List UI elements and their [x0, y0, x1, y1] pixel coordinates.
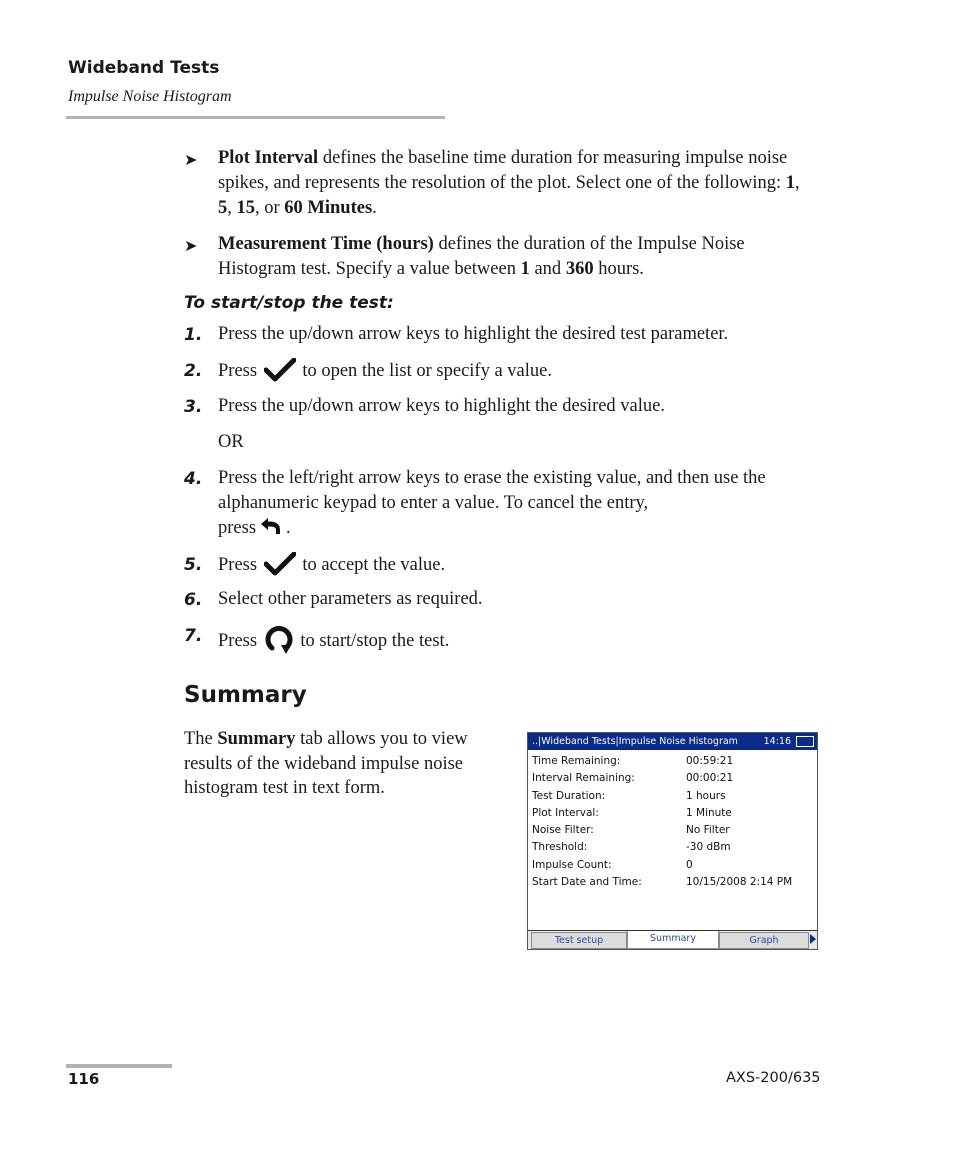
period: . — [372, 198, 377, 218]
step-4-cont — [218, 516, 818, 544]
step-text: Press the up/down arrow keys to highlight the desired test parameter. — [218, 324, 729, 344]
step-text: to start/stop the test. — [295, 631, 450, 651]
procedure-heading: To start/stop the test: — [184, 293, 394, 313]
table-row — [532, 859, 812, 876]
row-value: 1 Minute — [686, 806, 732, 819]
step-text: Select other parameters as required. — [218, 589, 483, 609]
range-max: 360 — [565, 259, 594, 279]
row-label: Threshold: — [532, 841, 588, 854]
separator: , — [227, 198, 237, 218]
step-text: Press — [218, 631, 258, 651]
page-number: 116 — [68, 1070, 100, 1088]
device-tab-bar — [528, 930, 817, 949]
step-number: 2. — [184, 361, 203, 381]
option-value: 1 — [785, 173, 795, 193]
bullet-text: defines the duration of the Impulse Noise Histogram test. Specify a value between — [218, 234, 745, 279]
row-value: 10/15/2008 2:14 PM — [686, 876, 793, 889]
section-subtitle: Impulse Noise Histogram — [68, 88, 232, 105]
row-value: -30 dBm — [686, 841, 731, 854]
arrowhead-bullet-icon: ➤ — [184, 238, 198, 255]
bullet-text: and — [529, 259, 566, 279]
row-label: Noise Filter: — [532, 824, 594, 837]
row-label: Interval Remaining: — [532, 772, 635, 785]
summary-text: tab allows you to view results of the wideband impulse noise histogram test in text form. — [184, 729, 468, 798]
bullet-text: defines the baseline time duration for measuring impulse noise spikes, and represents the resolution of the plot. Select one of the following: — [218, 148, 788, 193]
row-label: Impulse Count: — [532, 858, 612, 871]
step-number: 3. — [184, 397, 203, 417]
step-number: 1. — [184, 325, 203, 345]
separator: , — [794, 173, 800, 193]
device-title-bar — [528, 733, 817, 750]
step-text: press — [218, 518, 257, 538]
step-text: Press — [218, 361, 258, 381]
table-row — [532, 824, 812, 841]
battery-icon — [796, 736, 814, 747]
step-text: Press the up/down arrow keys to highlight the desired value. — [218, 396, 665, 416]
product-model: AXS-200/635 — [726, 1070, 821, 1086]
option-value: 60 Minutes — [284, 198, 373, 218]
table-row — [532, 755, 812, 772]
step-number: 6. — [184, 590, 203, 610]
row-value: 00:00:21 — [686, 772, 734, 785]
row-label: Time Remaining: — [532, 755, 621, 767]
step-5 — [218, 552, 818, 584]
bullet-text: hours. — [593, 259, 644, 279]
row-value: 1 hours — [686, 789, 726, 802]
option-value: 15 — [236, 198, 255, 218]
footer-rule — [66, 1064, 172, 1068]
circular-arrow-icon — [264, 623, 294, 663]
chapter-title: Wideband Tests — [68, 58, 220, 78]
header-rule — [66, 116, 445, 119]
table-row — [532, 790, 812, 807]
row-value: 00:59:21 — [686, 755, 734, 767]
tab-test-setup[interactable]: Test setup — [531, 932, 627, 949]
table-row — [532, 876, 812, 893]
step-7 — [218, 623, 818, 663]
summary-term: Summary — [217, 729, 296, 749]
device-title: ..|Wideband Tests|Impulse Noise Histogram — [532, 736, 738, 747]
step-text: to accept the value. — [297, 555, 446, 575]
device-clock: 14:16 — [763, 736, 791, 747]
summary-text: The — [184, 729, 218, 749]
bullet-plot-interval — [218, 146, 818, 221]
row-label: Test Duration: — [532, 789, 606, 802]
summary-table — [532, 755, 812, 893]
checkmark-icon — [264, 552, 296, 584]
row-label: Plot Interval: — [532, 806, 599, 819]
checkmark-icon — [264, 358, 296, 390]
step-2 — [218, 358, 818, 390]
step-text: to open the list or specify a value. — [297, 361, 552, 381]
table-row — [532, 841, 812, 858]
row-value: 0 — [686, 858, 693, 871]
step-text: Press — [218, 555, 258, 575]
row-label: Start Date and Time: — [532, 876, 642, 889]
bullet-measurement-time — [218, 232, 818, 282]
separator: , or — [255, 198, 285, 218]
range-min: 1 — [520, 259, 530, 279]
section-title-summary: Summary — [184, 682, 307, 708]
step-number: 5. — [184, 555, 203, 575]
or-text: OR — [218, 432, 244, 452]
step-number: 7. — [184, 626, 203, 646]
tab-summary[interactable]: Summary — [627, 931, 719, 949]
period: . — [286, 518, 291, 538]
table-row — [532, 807, 812, 824]
device-screenshot — [527, 732, 818, 950]
arrowhead-bullet-icon: ➤ — [184, 152, 198, 169]
term-plot-interval: Plot Interval — [218, 148, 319, 168]
step-number: 4. — [184, 469, 203, 489]
summary-description — [184, 727, 514, 801]
return-arrow-icon — [258, 516, 284, 544]
term-measurement-time: Measurement Time (hours) — [218, 234, 434, 254]
table-row — [532, 772, 812, 789]
tab-graph[interactable]: Graph — [719, 932, 809, 949]
step-text: Press the left/right arrow keys to erase the existing value, and then use the alphanumeric keypad to enter a value. To cancel the entry, — [218, 468, 766, 513]
option-value: 5 — [218, 198, 228, 218]
scroll-right-icon[interactable] — [810, 934, 816, 944]
row-value: No Filter — [686, 824, 730, 837]
